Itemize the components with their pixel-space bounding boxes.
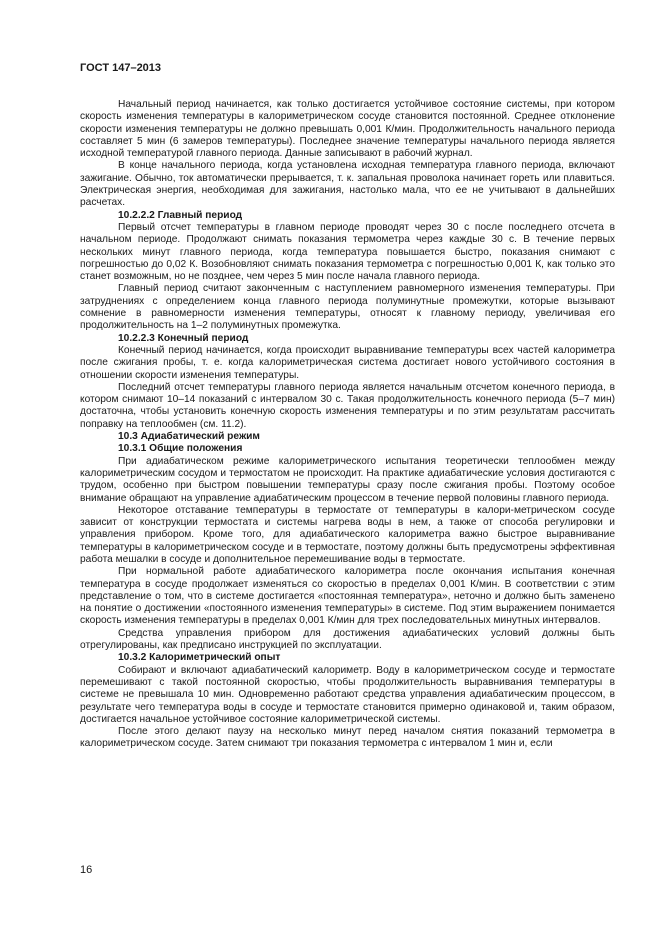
paragraph: После этого делают паузу на несколько минут перед началом снятия показаний термометра в калориметрическом сосуде. Затем снимают три показания термометра с интервалом 1 мин и, если <box>80 726 615 750</box>
section-heading: 10.3 Адиабатический режим <box>118 431 260 443</box>
document-body <box>80 99 615 751</box>
section-heading: 10.2.2.3 Конечный период <box>118 332 249 344</box>
section-heading: 10.3.1 Общие положения <box>118 443 243 455</box>
paragraph: Конечный период начинается, когда происходит выравнивание температуры всех частей калориметра после сжигания пробы, т. е. когда калориметрическая система достигает нового устойчивого состояния в отношении скорости изменения температуры. <box>80 344 615 381</box>
paragraph: Средства управления прибором для достижения адиабатических условий должны быть отрегулированы, как предписано инструкцией по эксплуатации. <box>80 627 615 652</box>
page-number: 16 <box>80 864 93 876</box>
paragraph: В конце начального периода, когда установлена исходная температура главного периода, включают зажигание. Обычно, ток автоматически прерывается, т. к. запальная проволока начинает гореть или плавиться. Электрическая энергия, необходимая для зажигания, настолько мала, что ее не учитывают в дальнейших расчетах. <box>80 160 615 209</box>
document-header: ГОСТ 147–2013 <box>80 62 162 74</box>
section-heading: 10.3.2 Калориметрический опыт <box>118 652 281 664</box>
paragraph: Некоторое отставание температуры в термостате от температуры в калори-метрическом сосуде зависит от конструкции термостата и системы нагрева воды в нем, а также от способа регулировки и управления прибором. Кроме того, для адиабатического калориметра важно быстрое выравнивание температуры в калориметрическом сосуде и в термостате, поэтому должны быть предусмотрены эффективная работа мешалки в сосуде и дополнительное перемешивание воды в термостате. <box>80 504 615 565</box>
paragraph: Собирают и включают адиабатический калориметр. Воду в калориметрическом сосуде и термостате перемешивают с такой постоянной скоростью, чтобы продолжительность выравнивания температуры в системе не превышала 10 мин. Одновременно работают средства управления адиабатическим процессом, в результате чего температура воды в сосуде и термостате становится примерно одинаковой и, таким образом, достигается начальное устойчивое состояние калориметрической системы. <box>80 664 615 725</box>
paragraph: Главный период считают законченным с наступлением равномерного изменения температуры. При затруднениях с определением конца главного периода полуминутные промежутки, которые вызывают сомнение в равномерности изменения температуры, относят к главному периоду, увеличивая его продолжительность на 1–2 полуминутных промежутка. <box>80 283 615 332</box>
paragraph: Последний отсчет температуры главного периода является начальным отсчетом конечного периода, в котором снимают 10–14 показаний с интервалом 30 с. Такая продолжительность конечного периода (5–7 мин) достаточна, чтобы установить конечную скорость изменения температуры и по этим результатам рассчитать поправку на теплообмен (см. 11.2). <box>80 381 615 430</box>
paragraph: Первый отсчет температуры в главном периоде проводят через 30 с после последнего отсчета в начальном периоде. Продолжают снимать показания термометра через каждые 30 с. В течение первых нескольких минут главного периода, когда температура повышается быстро, показания снимают с погрешностью до 0,02 К. Возобновляют снимать показания термометра с погрешностью 0,001 К, как только это станет возможным, но не позднее, чем через 5 мин после начала главного периода. <box>80 221 615 283</box>
paragraph: При нормальной работе адиабатического калориметра после окончания испытания конечная температура в сосуде продолжает изменяться со скоростью в пределах 0,001 К/мин. В соответствии с этим представление о том, что в системе достигается «постоянная температура», неточно и должно быть заменено на понятие о достижении «постоянного изменения температуры» в системе. Под этим выражением понимается скорость изменения температуры в пределах 0,001 К/мин для трех последовательных минутных интервалов. <box>80 566 615 627</box>
paragraph: При адиабатическом режиме калориметрического испытания теоретически теплообмен между калориметрическим сосудом и термостатом не происходит. На практике адиабатические условия достигаются с трудом, особенно при быстром повышении температуры сразу после сжигания пробы. Поэтому особое внимание обращают на управление адиабатическим процессом в течение первой половины главного периода. <box>80 455 615 504</box>
section-heading: 10.2.2.2 Главный период <box>118 209 243 221</box>
paragraph: Начальный период начинается, как только достигается устойчивое состояние системы, при котором скорость изменения температуры в калориметрическом сосуде становится постоянной. Среднее отклонение скорости изменения температуры не должно превышать 0,001 К/мин. Продолжительность начального периода составляет 5 мин (6 замеров температуры). Последнее значение температуры начального периода является исходной температурой главного периода. Данные записывают в рабочий журнал. <box>80 99 615 160</box>
